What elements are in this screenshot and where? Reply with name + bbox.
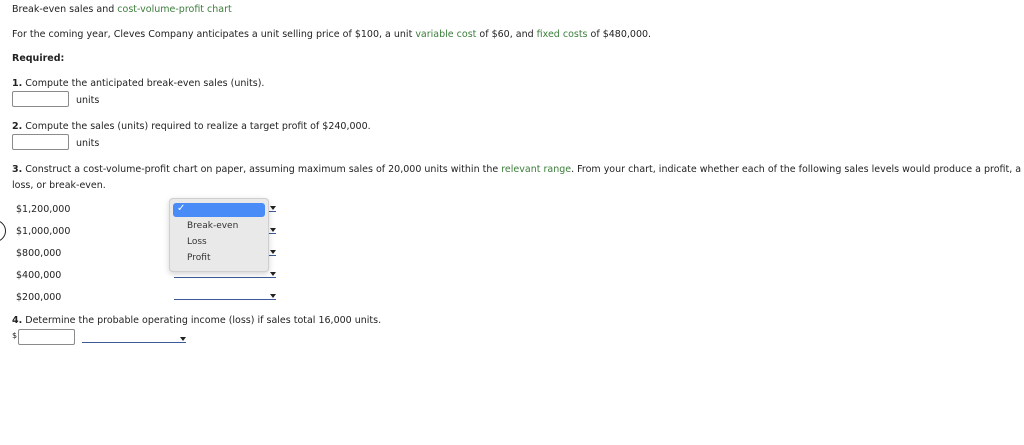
question-4 — [12, 315, 381, 326]
checkmark-icon: ✓ — [177, 203, 186, 214]
question-3-text-a: Construct a cost-volume-profit chart on paper, assuming maximum sales of 20,000 units within the — [22, 164, 502, 175]
dropdown-option-blank[interactable] — [173, 203, 265, 217]
chevron-down-icon — [270, 250, 276, 254]
dropdown-option-break-even[interactable]: Break-even — [187, 221, 239, 231]
question-4-text: Determine the probable operating income (loss) if sales total 16,000 units. — [22, 315, 382, 326]
currency-symbol: $ — [12, 331, 18, 340]
chevron-down-icon — [180, 337, 186, 341]
units-label: units — [76, 138, 100, 149]
question-3-number: 3. — [12, 164, 23, 175]
dropdown-option-loss[interactable]: Loss — [187, 237, 207, 247]
required-label: Required: — [12, 53, 65, 64]
circle-marker — [0, 220, 6, 242]
question-3-line-2: loss, or break-even. — [12, 180, 106, 191]
chevron-down-icon — [270, 206, 276, 210]
question-4-number: 4. — [12, 315, 23, 326]
chevron-down-icon — [270, 294, 276, 298]
fixed-costs-link[interactable]: fixed costs — [536, 29, 588, 40]
units-label: units — [76, 95, 100, 106]
intro-text-3: of $480,000. — [587, 29, 652, 40]
intro-text-2: of $60, and — [476, 29, 537, 40]
income-loss-dropdown[interactable] — [82, 333, 186, 343]
sales-level-label: $200,000 — [16, 292, 62, 303]
page-title — [12, 4, 232, 15]
dropdown-menu — [169, 198, 269, 272]
question-2-number: 2. — [12, 121, 23, 132]
variable-cost-link[interactable]: variable cost — [415, 29, 477, 40]
page-title-text: Break-even sales and — [12, 4, 118, 15]
question-3 — [12, 164, 1021, 175]
dropdown-option-profit[interactable]: Profit — [187, 253, 211, 263]
sales-level-label: $400,000 — [16, 270, 62, 281]
break-even-units-input[interactable] — [12, 91, 69, 107]
cvp-chart-link[interactable]: cost-volume-profit chart — [117, 4, 232, 15]
intro-text-1: For the coming year, Cleves Company anticipates a unit selling price of $100, a unit — [12, 29, 416, 40]
relevant-range-link[interactable]: relevant range — [501, 164, 572, 175]
outcome-dropdown[interactable] — [174, 290, 276, 300]
sales-level-label: $800,000 — [16, 248, 62, 259]
question-1-number: 1. — [12, 78, 23, 89]
question-3-text-b: . From your chart, indicate whether each of the following sales levels would produce a profit, a — [571, 164, 1022, 175]
question-2-text: Compute the sales (units) required to realize a target profit of $240,000. — [22, 121, 371, 132]
question-1 — [12, 78, 264, 89]
sales-level-label: $1,200,000 — [16, 204, 71, 215]
operating-income-input[interactable] — [18, 329, 75, 345]
target-profit-units-input[interactable] — [12, 134, 69, 150]
sales-level-label: $1,000,000 — [16, 226, 71, 237]
question-1-text: Compute the anticipated break-even sales (units). — [22, 78, 265, 89]
chevron-down-icon — [270, 228, 276, 232]
question-2 — [12, 121, 371, 132]
chevron-down-icon — [270, 272, 276, 276]
problem-intro — [12, 29, 651, 40]
